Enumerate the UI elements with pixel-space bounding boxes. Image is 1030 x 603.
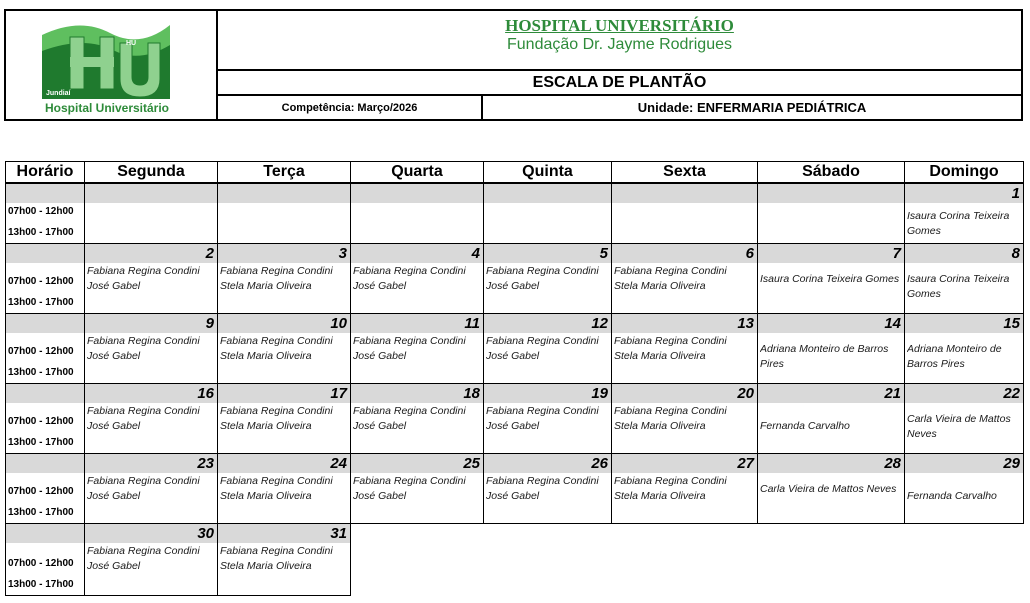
staff-name: Fabiana Regina Condini (220, 475, 333, 487)
staff-names (907, 489, 1022, 504)
staff-names (220, 334, 349, 364)
staff-name: Fabiana Regina Condini (353, 335, 466, 347)
day-cell (483, 453, 612, 524)
day-number (85, 184, 217, 203)
day-number: 9 (85, 314, 217, 333)
day-cell (757, 183, 905, 244)
staff-name: Isaura Corina Teixeira Gomes (907, 273, 1010, 300)
day-cell (217, 183, 351, 244)
staff-names (486, 404, 610, 434)
day-number: 15 (905, 314, 1023, 333)
staff-name: Adriana Monteiro de Barros Pires (907, 343, 1002, 370)
staff-name: José Gabel (87, 420, 141, 432)
day-number: 29 (905, 454, 1023, 473)
staff-name: Fabiana Regina Condini (220, 265, 333, 277)
day-number: 23 (85, 454, 217, 473)
shift-time: 07h00 - 12h00 (8, 558, 74, 569)
day-number: 12 (484, 314, 611, 333)
shift-times-cell (5, 453, 85, 524)
shift-time: 13h00 - 17h00 (8, 507, 74, 518)
staff-names (353, 334, 482, 364)
staff-names (907, 342, 1022, 372)
staff-names (87, 544, 216, 574)
staff-name: Isaura Corina Teixeira Gomes (760, 273, 900, 285)
day-number: 21 (758, 384, 904, 403)
day-number: 26 (484, 454, 611, 473)
staff-name: Stela Maria Oliveira (614, 350, 706, 362)
document-title: ESCALA DE PLANTÃO (218, 71, 1021, 96)
day-cell (904, 313, 1024, 384)
column-header: Segunda (84, 161, 218, 183)
staff-names (614, 264, 756, 294)
day-cell (611, 313, 758, 384)
staff-names (220, 404, 349, 434)
staff-names (353, 474, 482, 504)
day-cell (757, 453, 905, 524)
staff-name: Fabiana Regina Condini (220, 405, 333, 417)
staff-name: José Gabel (486, 490, 540, 502)
shift-times-cell (5, 313, 85, 384)
column-header: Quinta (483, 161, 612, 183)
staff-name: Fabiana Regina Condini (614, 475, 727, 487)
time-band (6, 244, 84, 263)
staff-name: Fabiana Regina Condini (87, 475, 200, 487)
day-number: 8 (905, 244, 1023, 263)
logo-caption: Hospital Universitário (44, 101, 170, 115)
day-cell (84, 383, 218, 454)
staff-name: Stela Maria Oliveira (220, 280, 312, 292)
column-header: Sexta (611, 161, 758, 183)
day-cell (483, 183, 612, 244)
staff-name: Stela Maria Oliveira (614, 490, 706, 502)
staff-name: José Gabel (87, 490, 141, 502)
day-cell (904, 453, 1024, 524)
staff-names (87, 334, 216, 364)
staff-name: Fabiana Regina Condini (87, 265, 200, 277)
day-number: 2 (85, 244, 217, 263)
staff-names (220, 544, 349, 574)
day-number: 6 (612, 244, 757, 263)
staff-name: Adriana Monteiro de Barros Pires (760, 343, 889, 370)
shift-time: 13h00 - 17h00 (8, 297, 74, 308)
day-number: 28 (758, 454, 904, 473)
day-cell (84, 453, 218, 524)
day-cell (904, 183, 1024, 244)
day-cell (904, 383, 1024, 454)
column-header: Domingo (904, 161, 1024, 183)
staff-names (87, 404, 216, 434)
staff-names (760, 482, 903, 497)
day-number: 10 (218, 314, 350, 333)
staff-name: Fabiana Regina Condini (87, 545, 200, 557)
staff-name: Fabiana Regina Condini (486, 335, 599, 347)
day-number (612, 184, 757, 203)
staff-names (486, 474, 610, 504)
staff-name: José Gabel (353, 490, 407, 502)
column-header: Quarta (350, 161, 484, 183)
staff-names (220, 264, 349, 294)
day-cell (483, 313, 612, 384)
day-number: 14 (758, 314, 904, 333)
staff-name: Carla Vieira de Mattos Neves (907, 413, 1011, 440)
shift-time: 07h00 - 12h00 (8, 276, 74, 287)
staff-name: Isaura Corina Teixeira Gomes (907, 210, 1010, 237)
shift-time: 13h00 - 17h00 (8, 579, 74, 590)
day-number: 4 (351, 244, 483, 263)
day-number (484, 184, 611, 203)
time-band (6, 524, 84, 543)
staff-name: Fabiana Regina Condini (87, 335, 200, 347)
staff-name: Carla Vieira de Mattos Neves (760, 483, 897, 495)
staff-name: Stela Maria Oliveira (220, 560, 312, 572)
staff-name: Fabiana Regina Condini (486, 475, 599, 487)
staff-names (760, 419, 903, 434)
day-cell (904, 243, 1024, 314)
staff-name: Stela Maria Oliveira (220, 490, 312, 502)
staff-name: Fabiana Regina Condini (486, 265, 599, 277)
day-number: 22 (905, 384, 1023, 403)
day-cell (217, 453, 351, 524)
foundation-name: Fundação Dr. Jayme Rodrigues (507, 36, 732, 53)
staff-name: Stela Maria Oliveira (220, 420, 312, 432)
staff-names (907, 209, 1022, 239)
time-band (6, 454, 84, 473)
shift-times-cell (5, 243, 85, 314)
staff-name: Fabiana Regina Condini (87, 405, 200, 417)
staff-name: José Gabel (486, 350, 540, 362)
staff-names (614, 334, 756, 364)
day-cell (611, 383, 758, 454)
day-cell (483, 383, 612, 454)
day-cell (350, 453, 484, 524)
day-cell (84, 523, 218, 596)
day-cell (757, 243, 905, 314)
staff-name: José Gabel (353, 280, 407, 292)
day-number: 17 (218, 384, 350, 403)
day-number: 11 (351, 314, 483, 333)
staff-names (760, 342, 903, 372)
staff-names (486, 334, 610, 364)
day-number: 7 (758, 244, 904, 263)
staff-name: Fabiana Regina Condini (353, 475, 466, 487)
day-number: 18 (351, 384, 483, 403)
staff-names (614, 404, 756, 434)
day-cell (84, 183, 218, 244)
shift-time: 07h00 - 12h00 (8, 346, 74, 357)
day-cell (84, 313, 218, 384)
staff-name: Fabiana Regina Condini (353, 265, 466, 277)
shift-time: 07h00 - 12h00 (8, 486, 74, 497)
staff-name: Fabiana Regina Condini (353, 405, 466, 417)
day-cell (611, 453, 758, 524)
day-cell (217, 523, 351, 596)
staff-names (87, 474, 216, 504)
day-cell (350, 313, 484, 384)
day-number: 25 (351, 454, 483, 473)
staff-name: José Gabel (353, 420, 407, 432)
competencia-label: Competência: Março/2026 (218, 96, 483, 119)
day-number: 19 (484, 384, 611, 403)
staff-name: Fabiana Regina Condini (220, 335, 333, 347)
staff-names (760, 272, 903, 287)
column-header: Sábado (757, 161, 905, 183)
day-number: 30 (85, 524, 217, 543)
shift-times-cell (5, 523, 85, 596)
staff-names (907, 412, 1022, 442)
staff-names (486, 264, 610, 294)
day-cell (757, 313, 905, 384)
staff-name: Fabiana Regina Condini (486, 405, 599, 417)
staff-name: José Gabel (353, 350, 407, 362)
shift-time: 13h00 - 17h00 (8, 437, 74, 448)
staff-name: Fabiana Regina Condini (614, 265, 727, 277)
day-cell (350, 183, 484, 244)
staff-name: Fabiana Regina Condini (614, 335, 727, 347)
column-header: Horário (5, 161, 85, 183)
day-cell (217, 313, 351, 384)
staff-name: Stela Maria Oliveira (614, 280, 706, 292)
day-cell (757, 383, 905, 454)
staff-name: Stela Maria Oliveira (220, 350, 312, 362)
day-number (218, 184, 350, 203)
day-number: 27 (612, 454, 757, 473)
staff-name: José Gabel (87, 280, 141, 292)
day-number: 1 (905, 184, 1023, 203)
shift-time: 07h00 - 12h00 (8, 206, 74, 217)
day-number: 24 (218, 454, 350, 473)
staff-name: Stela Maria Oliveira (614, 420, 706, 432)
staff-names (614, 474, 756, 504)
day-number: 16 (85, 384, 217, 403)
shift-time: 13h00 - 17h00 (8, 227, 74, 238)
day-number: 20 (612, 384, 757, 403)
staff-names (353, 264, 482, 294)
day-cell (611, 183, 758, 244)
time-band (6, 314, 84, 333)
hospital-name: HOSPITAL UNIVERSITÁRIO (505, 16, 734, 35)
staff-names (220, 474, 349, 504)
staff-name: Fernanda Carvalho (907, 490, 997, 502)
day-cell (611, 243, 758, 314)
day-cell (350, 383, 484, 454)
staff-name: Fernanda Carvalho (760, 420, 850, 432)
staff-name: José Gabel (486, 280, 540, 292)
column-header: Terça (217, 161, 351, 183)
staff-name: Fabiana Regina Condini (614, 405, 727, 417)
day-cell (84, 243, 218, 314)
shift-times-cell (5, 383, 85, 454)
day-cell (483, 243, 612, 314)
staff-name: Fabiana Regina Condini (220, 545, 333, 557)
day-number (351, 184, 483, 203)
staff-name: José Gabel (87, 560, 141, 572)
day-number: 3 (218, 244, 350, 263)
staff-names (87, 264, 216, 294)
time-band (6, 384, 84, 403)
shift-time: 07h00 - 12h00 (8, 416, 74, 427)
day-cell (350, 243, 484, 314)
staff-names (353, 404, 482, 434)
logo-city-text: Jundiaí (46, 90, 71, 97)
unidade-label: Unidade: ENFERMARIA PEDIÁTRICA (637, 100, 867, 115)
day-cell (217, 383, 351, 454)
shift-time: 13h00 - 17h00 (8, 367, 74, 378)
day-cell (217, 243, 351, 314)
staff-names (907, 272, 1022, 302)
staff-name: José Gabel (87, 350, 141, 362)
shift-times-cell (5, 183, 85, 244)
day-number: 31 (218, 524, 350, 543)
day-number (758, 184, 904, 203)
day-number: 5 (484, 244, 611, 263)
day-number: 13 (612, 314, 757, 333)
staff-name: José Gabel (486, 420, 540, 432)
time-band (6, 184, 84, 203)
logo-mark-text: HU (126, 40, 137, 47)
